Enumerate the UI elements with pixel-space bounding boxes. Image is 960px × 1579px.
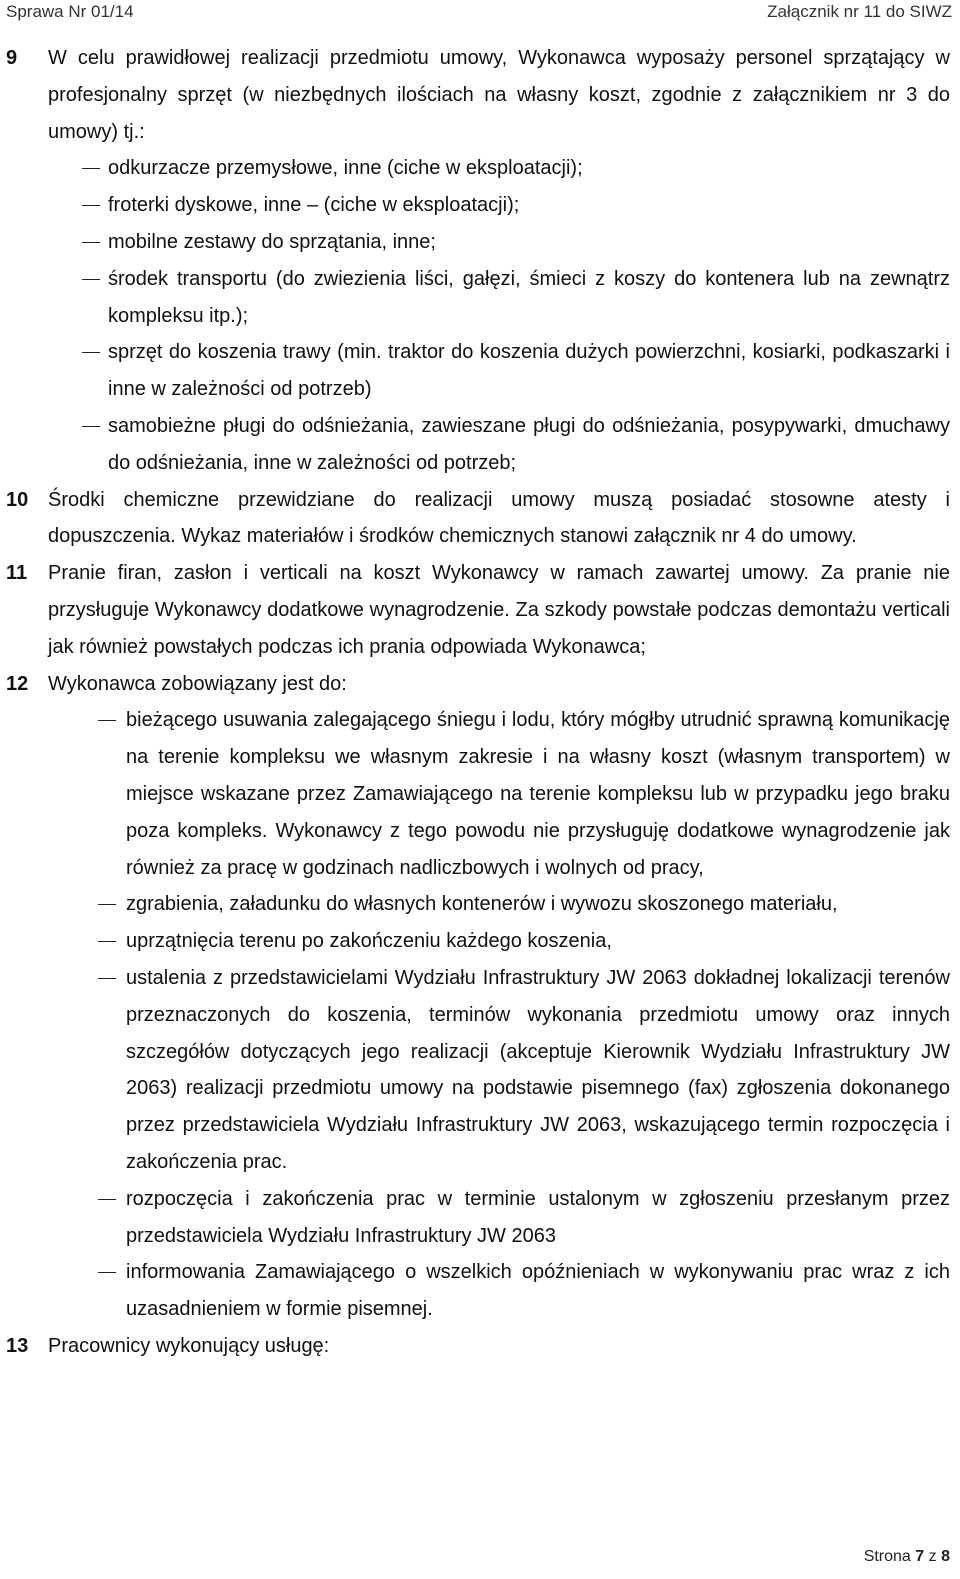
dash-bullet-icon [82,426,100,427]
section-11 [0,555,960,665]
section-number: 10 [6,488,29,511]
equipment-list [0,150,950,481]
list-item: ustalenia z przedstawicielami Wydziału Infrastruktury JW 2063 dokładnej lokalizacji terenów przeznaczonych do koszenia, terminów wykonania przedmiotu umowy oraz innych szczegółów dotyczących jego realizacji (akceptuje Kierownik Wydziału Infrastruktury JW 2063) realizacji przedmiotu umowy na podstawie pisemnego (fax) zgłoszenia dokonanego przez przedstawiciela Wydziału Infrastruktury JW 2063, wskazującego termin rozpoczęcia i zakończenia prac. [48,960,950,1181]
attachment-label: Załącznik nr 11 do SIWZ [767,2,952,21]
case-number: Sprawa Nr 01/14 [6,2,134,21]
section-10 [0,482,960,556]
section-number: 13 [6,1334,29,1357]
section-text: W celu prawidłowej realizacji przedmiotu umowy, Wykonawca wyposaży personel sprzątający w profesjonalny sprzęt (w niezbędnych ilościach na własny koszt, zgodnie z załącznikiem nr 3 do umowy) tj.: [48,47,950,143]
document-body [0,40,960,1365]
section-12 [0,666,960,1328]
section-text: Pracownicy wykonujący usługę: [48,1334,330,1357]
dash-bullet-icon [82,279,100,280]
section-number: 11 [6,562,28,585]
dash-bullet-icon [98,941,116,942]
section-text: Wykonawca zobowiązany jest do: [48,672,347,695]
list-item: rozpoczęcia i zakończenia prac w terminie ustalonym w zgłoszeniu przesłanym przez przedstawiciela Wydziału Infrastruktury JW 2063 [48,1181,950,1255]
dash-bullet-icon [98,1272,116,1273]
list-item: bieżącego usuwania zalegającego śniegu i lodu, który mógłby utrudnić sprawną komunikację na terenie kompleksu we własnym zakresie i na własny koszt (własnym transportem) w miejsce wskazane przez Zamawiającego na terenie kompleksu lub w przypadku jego braku poza kompleks. Wykonawcy z tego powodu nie przysługuję dodatkowe wynagrodzenie jak również za pracę w godzinach nadliczbowych i wolnych od pracy, [48,702,950,886]
dash-bullet-icon [82,205,100,206]
current-page: 7 [915,1548,925,1565]
list-item: uprzątnięcia terenu po zakończeniu każdego koszenia, [48,923,950,960]
dash-bullet-icon [82,352,100,353]
dash-bullet-icon [98,978,116,979]
list-item: informowania Zamawiającego o wszelkich opóźnieniach w wykonywaniu prac wraz z ich uzasadnieniem w formie pisemnej. [48,1254,950,1328]
section-text: Środki chemiczne przewidziane do realizacji umowy muszą posiadać stosowne atesty i dopuszczenia. Wykaz materiałów i środków chemicznych stanowi załącznik nr 4 do umowy. [48,488,950,548]
list-item: froterki dyskowe, inne – (ciche w eksploatacji); [0,187,950,224]
section-13 [0,1328,960,1365]
dash-bullet-icon [98,1199,116,1200]
list-item: środek transportu (do zwiezienia liści, gałęzi, śmieci z koszy do kontenera lub na zewnątrz kompleksu itp.); [0,261,950,335]
list-item: odkurzacze przemysłowe, inne (ciche w eksploatacji); [0,150,950,187]
dash-bullet-icon [82,242,100,243]
dash-bullet-icon [98,720,116,721]
page-number: Strona 7 z 8 [863,1548,950,1565]
section-number: 9 [6,47,18,69]
section-number: 12 [6,672,29,695]
page-header [0,0,960,24]
section-text: Pranie firan, zasłon i verticali na koszt Wykonawcy w ramach zawartej umowy. Za pranie nie przysługuje Wykonawcy dodatkowe wynagrodzenie. Za szkody powstałe podczas demontażu verticali jak również powstałych podczas ich prania odpowiada Wykonawca; [48,562,950,658]
list-item: sprzęt do koszenia trawy (min. traktor do koszenia dużych powierzchni, kosiarki, podkaszarki i inne w zależności od potrzeb) [0,334,950,408]
section-9 [0,40,960,482]
dash-bullet-icon [98,904,116,905]
list-item: zgrabienia, załadunku do własnych kontenerów i wywozu skoszonego materiału, [48,886,950,923]
obligations-list [48,702,950,1328]
list-item: samobieżne pługi do odśnieżania, zawieszane pługi do odśnieżania, posypywarki, dmuchawy do odśnieżania, inne w zależności od potrzeb; [0,408,950,482]
total-pages: 8 [941,1548,950,1565]
list-item: mobilne zestawy do sprzątania, inne; [0,224,950,261]
dash-bullet-icon [82,168,100,169]
